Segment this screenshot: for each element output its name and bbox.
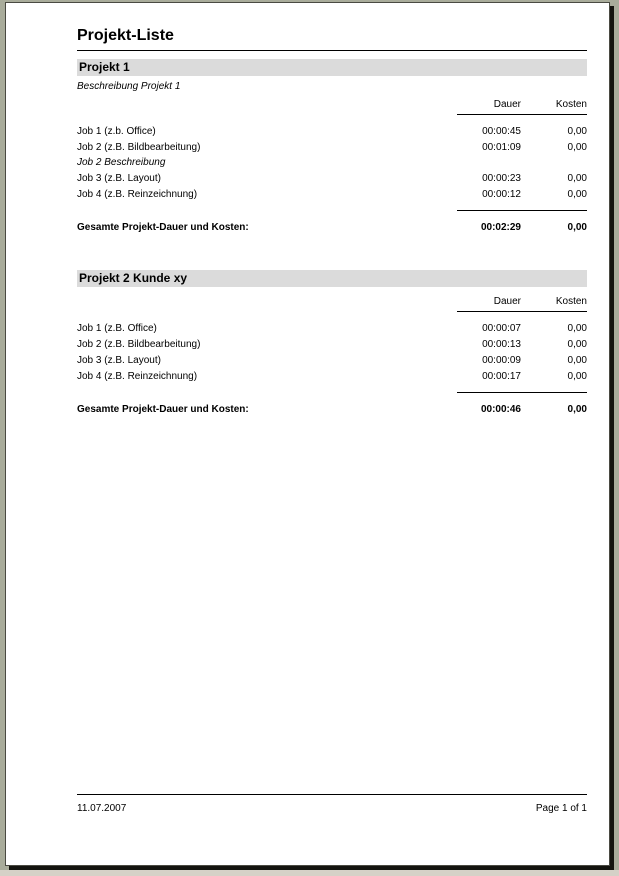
job-dauer-value: 00:00:13 bbox=[482, 338, 521, 350]
project-header: Projekt 1 bbox=[77, 59, 587, 76]
project-total-dauer: 00:02:29 bbox=[480, 221, 521, 233]
job-kosten-value: 0,00 bbox=[567, 322, 587, 334]
total-rule bbox=[457, 392, 587, 393]
job-dauer-value: 00:00:45 bbox=[482, 125, 521, 137]
job-kosten-value: 0,00 bbox=[567, 172, 587, 184]
job-kosten-value: 0,00 bbox=[567, 141, 587, 153]
job-label: Job 1 (z.B. Office) bbox=[77, 322, 157, 334]
job-row bbox=[77, 186, 587, 202]
job-dauer-value: 00:00:09 bbox=[482, 354, 521, 366]
job-row bbox=[77, 336, 587, 352]
job-label: Job 4 (z.B. Reinzeichnung) bbox=[77, 370, 198, 382]
report-content bbox=[77, 3, 587, 416]
job-row bbox=[77, 368, 587, 384]
job-kosten-value: 0,00 bbox=[567, 354, 587, 366]
job-kosten-value: 0,00 bbox=[567, 188, 587, 200]
job-list bbox=[77, 320, 587, 384]
footer-date: 11.07.2007 bbox=[77, 803, 127, 814]
job-row bbox=[77, 170, 587, 186]
column-header-dauer: Dauer bbox=[493, 296, 521, 307]
job-dauer-value: 00:00:07 bbox=[482, 322, 521, 334]
title-rule bbox=[77, 50, 587, 51]
job-label: Job 3 (z.B. Layout) bbox=[77, 172, 161, 184]
job-label: Job 2 (z.B. Bildbearbeitung) bbox=[77, 338, 201, 350]
column-header-kosten: Kosten bbox=[555, 99, 587, 110]
project-section-2 bbox=[77, 270, 587, 416]
job-label: Job 3 (z.B. Layout) bbox=[77, 354, 161, 366]
project-total-kosten: 0,00 bbox=[567, 221, 587, 233]
job-label: Job 1 (z.b. Office) bbox=[77, 125, 156, 137]
footer-rule bbox=[77, 794, 587, 795]
job-dauer-value: 00:00:23 bbox=[482, 172, 521, 184]
job-list bbox=[77, 123, 587, 202]
total-rule bbox=[457, 210, 587, 211]
job-kosten-value: 0,00 bbox=[567, 370, 587, 382]
project-header: Projekt 2 Kunde xy bbox=[77, 270, 587, 287]
column-header-rule bbox=[457, 114, 587, 115]
report-page bbox=[5, 2, 610, 866]
project-description: Beschreibung Projekt 1 bbox=[77, 81, 181, 92]
job-row bbox=[77, 320, 587, 336]
job-description: Job 2 Beschreibung bbox=[77, 157, 166, 168]
job-kosten-value: 0,00 bbox=[567, 125, 587, 137]
footer-page-number: Page 1 of 1 bbox=[535, 803, 587, 814]
column-header-dauer: Dauer bbox=[493, 99, 521, 110]
project-total-label: Gesamte Projekt-Dauer und Kosten: bbox=[77, 221, 249, 233]
project-total-kosten: 0,00 bbox=[567, 403, 587, 415]
column-headers bbox=[77, 296, 587, 307]
project-total-row bbox=[77, 402, 587, 416]
job-label: Job 2 (z.B. Bildbearbeitung) bbox=[77, 141, 201, 153]
page-footer bbox=[77, 794, 587, 814]
column-headers bbox=[77, 99, 587, 110]
window-bottom-strip bbox=[0, 870, 619, 876]
page-title: Projekt-Liste bbox=[77, 27, 174, 44]
project-total-row bbox=[77, 220, 587, 234]
column-header-rule bbox=[457, 311, 587, 312]
project-total-dauer: 00:00:46 bbox=[480, 403, 521, 415]
column-header-kosten: Kosten bbox=[555, 296, 587, 307]
job-row bbox=[77, 352, 587, 368]
job-row bbox=[77, 139, 587, 155]
job-label: Job 4 (z.B. Reinzeichnung) bbox=[77, 188, 198, 200]
project-section-1 bbox=[77, 59, 587, 234]
job-dauer-value: 00:00:17 bbox=[482, 370, 521, 382]
job-row bbox=[77, 123, 587, 139]
project-total-label: Gesamte Projekt-Dauer und Kosten: bbox=[77, 403, 249, 415]
job-kosten-value: 0,00 bbox=[567, 338, 587, 350]
job-dauer-value: 00:00:12 bbox=[482, 188, 521, 200]
job-dauer-value: 00:01:09 bbox=[482, 141, 521, 153]
